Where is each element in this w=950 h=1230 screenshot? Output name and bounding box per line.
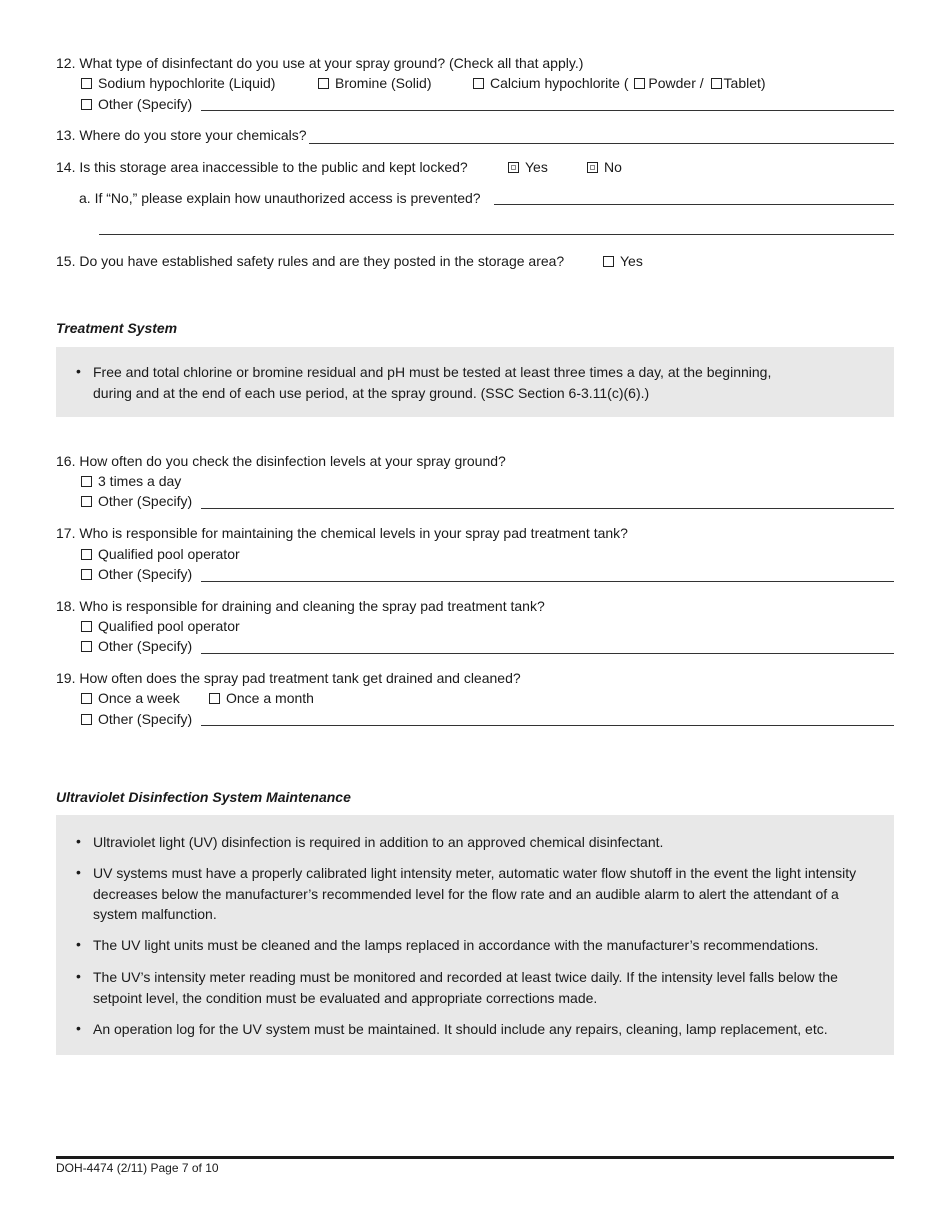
q16-question: 16. How often do you check the disinfection levels at your spray ground? [56,453,506,469]
bullet-mark: • [76,936,81,952]
checkbox[interactable] [81,549,92,560]
q19-option-week[interactable] [81,689,180,707]
treatment-bullet-1: Free and total chlorine or bromine residual and pH must be tested at least three times a day, at the beginning, during and at the end of each use period, at the spray ground. (SSC Section 6-3.11(c)(6).) [93,364,772,401]
q17-option-operator[interactable] [81,545,240,563]
uv-bullet-2: UV systems must have a properly calibrated light intensity meter, automatic water flow shutoff in the event the light intensity decreases below the manufacturer’s recommended level for the flow rate and an audible alarm to alert the attendant of a system malfunction. [93,865,857,922]
q16-option-other[interactable] [81,492,192,510]
q17-other-input-line[interactable] [201,581,894,582]
treatment-heading: Treatment System [56,320,178,336]
option-label: Yes [620,253,643,269]
checkbox[interactable] [603,256,614,267]
checkbox[interactable] [81,78,92,89]
bullet-mark: • [76,1020,81,1036]
option-label: Other (Specify) [98,493,193,509]
q19-question: 19. How often does the spray pad treatment tank get drained and cleaned? [56,670,521,686]
checkbox[interactable] [81,641,92,652]
q13-input-line[interactable] [309,143,894,144]
option-label: 3 times a day [98,473,182,489]
checkbox[interactable] [81,99,92,110]
checkbox[interactable] [81,693,92,704]
checkbox[interactable] [318,78,329,89]
option-label: Other (Specify) [98,711,193,727]
checkbox-powder[interactable] [634,78,645,89]
q19-other-input-line[interactable] [201,725,894,726]
q16-option-3-times[interactable] [81,472,181,490]
q18-other-input-line[interactable] [201,653,894,654]
option-label: Once a week [98,690,180,706]
checkbox-tablet[interactable] [711,78,722,89]
q18-question: 18. Who is responsible for draining and cleaning the spray pad treatment tank? [56,598,545,614]
footer-rule [56,1156,894,1159]
q14-option-no[interactable] [587,158,622,176]
q12-option-sodium[interactable] [81,74,275,92]
q12-option-bromine[interactable] [318,74,431,92]
q14a-input-line-1[interactable] [494,204,894,205]
q14a-input-line-2[interactable] [99,234,894,235]
uv-bullet-5: An operation log for the UV system must be maintained. It should include any repairs, cleaning, lamp replacement, etc. [93,1021,828,1037]
checkbox[interactable] [209,693,220,704]
checkbox[interactable] [81,496,92,507]
bullet-mark: • [76,968,81,984]
option-label: Sodium hypochlorite (Liquid) [98,75,276,91]
q14-question: 14. Is this storage area inaccessible to the public and kept locked? [56,159,468,175]
checkbox[interactable] [81,714,92,725]
option-label: No [604,159,622,175]
checkbox[interactable] [81,621,92,632]
checkbox[interactable] [473,78,484,89]
option-label: Qualified pool operator [98,618,240,634]
uv-bullet-4: The UV’s intensity meter reading must be monitored and recorded at least twice daily. If the intensity level falls below the setpoint level, the condition must be evaluated and appropriate corrections made. [93,969,838,1006]
q18-option-other[interactable] [81,637,192,655]
bullet-mark: • [76,363,81,379]
q14-option-yes[interactable] [508,158,548,176]
option-label: Calcium hypochlorite ( [490,75,629,91]
uv-bullet-1: Ultraviolet light (UV) disinfection is required in addition to an approved chemical disinfectant. [93,834,664,850]
uv-info-box [56,815,894,1055]
option-label: Other (Specify) [98,638,193,654]
option-label: Once a month [226,690,314,706]
option-label: Other (Specify) [98,96,193,112]
q15-question: 15. Do you have established safety rules and are they posted in the storage area? [56,253,565,269]
checkbox[interactable] [81,476,92,487]
q19-option-other[interactable] [81,710,192,728]
q14a-question: a. If “No,” please explain how unauthorized access is prevented? [79,190,481,206]
treatment-info-box [56,347,894,417]
option-label: Yes [525,159,548,175]
bullet-mark: • [76,864,81,880]
q17-question: 17. Who is responsible for maintaining the chemical levels in your spray pad treatment tank? [56,525,628,541]
option-label: Bromine (Solid) [335,75,432,91]
bullet-mark: • [76,833,81,849]
option-label: Qualified pool operator [98,546,240,562]
uv-heading: Ultraviolet Disinfection System Maintenance [56,789,351,805]
q16-other-input-line[interactable] [201,508,894,509]
page-footer: DOH-4474 (2/11) Page 7 of 10 [56,1161,219,1175]
q12-option-calcium[interactable] [473,74,766,92]
q12-other-input-line[interactable] [201,110,894,111]
uv-bullet-3: The UV light units must be cleaned and the lamps replaced in accordance with the manufacturer’s recommendations. [93,937,819,953]
option-label: Powder / [648,75,704,91]
q19-option-month[interactable] [209,689,314,707]
option-label: Other (Specify) [98,566,193,582]
checkbox[interactable] [508,162,519,173]
checkbox[interactable] [81,569,92,580]
option-label: Tablet) [723,75,766,91]
q12-question: 12. What type of disinfectant do you use at your spray ground? (Check all that apply.) [56,55,584,71]
q12-option-other[interactable] [81,95,192,113]
q17-option-other[interactable] [81,565,192,583]
q18-option-operator[interactable] [81,617,240,635]
q15-option-yes[interactable] [603,252,643,270]
checkbox[interactable] [587,162,598,173]
q13-question: 13. Where do you store your chemicals? [56,127,307,143]
